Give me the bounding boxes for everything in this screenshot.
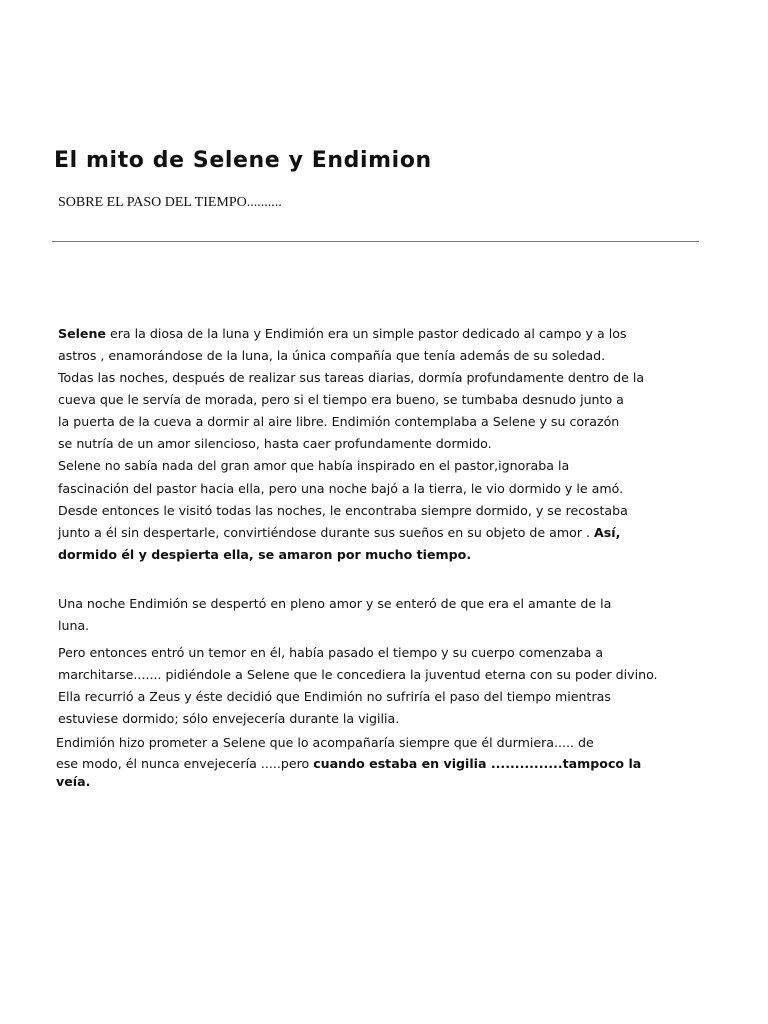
text-span: junto a él sin despertarle, convirtiéndose durante sus sueños en su objeto de amor . [58, 525, 595, 540]
text-line: dormido él y despierta ella, se amaron por mucho tiempo. [58, 547, 472, 562]
bold-text: cuando estaba en vigilia ...............tampoco la [313, 756, 642, 771]
text-line: Todas las noches, después de realizar sus tareas diarias, dormía profundamente dentro de la [58, 370, 645, 385]
bold-text: Así, [594, 525, 621, 540]
subtitle: SOBRE EL PASO DEL TIEMPO.......... [58, 195, 282, 210]
text-line: fascinación del pastor hacia ella, pero una noche bajó a la tierra, le vio dormido y le amó. [58, 481, 624, 496]
text-line: Una noche Endimión se despertó en pleno amor y se enteró de que era el amante de la [58, 596, 612, 611]
horizontal-divider [52, 241, 699, 242]
text-line: luna. [58, 618, 90, 633]
text-span: era la diosa de la luna y Endimión era un simple pastor dedicado al campo y a los [105, 326, 627, 341]
text-line: Endimión hizo prometer a Selene que lo acompañaría siempre que él durmiera..... de [56, 735, 594, 750]
text-line: se nutría de un amor silencioso, hasta caer profundamente dormido. [58, 436, 492, 451]
text-line: Pero entonces entró un temor en él, había pasado el tiempo y su cuerpo comenzaba a [58, 645, 604, 660]
text-line [58, 525, 620, 541]
text-line: Ella recurrió a Zeus y éste decidió que Endimión no sufriría el paso del tiempo mientras [58, 689, 611, 704]
text-line: astros , enamorándose de la luna, la única compañía que tenía además de su soledad. [58, 348, 606, 363]
page-title: El mito de Selene y Endimion [54, 148, 432, 173]
text-line: marchitarse....... pidiéndole a Selene que le concediera la juventud eterna con su poder divino. [58, 667, 658, 682]
text-line: cueva que le servía de morada, pero si el tiempo era bueno, se tumbaba desnudo junto a [58, 392, 624, 407]
text-line [56, 756, 641, 772]
text-line: la puerta de la cueva a dormir al aire libre. Endimión contemplaba a Selene y su corazón [58, 414, 620, 429]
text-line [58, 326, 626, 342]
text-line: estuviese dormido; sólo envejecería durante la vigilia. [58, 711, 400, 726]
text-line: veía. [56, 774, 91, 789]
text-line: Desde entonces le visitó todas las noches, le encontraba siempre dormido, y se recostaba [58, 503, 628, 518]
text-span: ese modo, él nunca envejecería .....pero [56, 756, 314, 771]
bold-text: Selene [58, 326, 106, 341]
text-line: Selene no sabía nada del gran amor que había inspirado en el pastor,ignoraba la [58, 458, 570, 473]
